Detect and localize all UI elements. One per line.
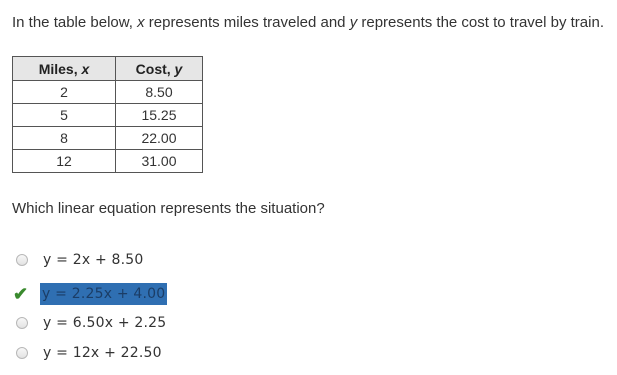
prompt-var-y: y	[349, 14, 358, 31]
miles-cell: 12	[13, 150, 116, 173]
prompt-text-1: In the table below,	[12, 14, 138, 31]
question-prompt	[12, 14, 604, 31]
prompt-var-x: x	[137, 14, 145, 31]
question-text: Which linear equation represents the situation?	[12, 200, 325, 217]
table-header-row	[13, 57, 203, 81]
radio-icon[interactable]	[16, 347, 28, 359]
table-row	[13, 81, 203, 104]
miles-cost-table	[12, 56, 203, 173]
header-cost: Cost, y	[116, 57, 203, 81]
choice-label: y = 2x + 8.50	[43, 252, 144, 268]
table-row	[13, 150, 203, 173]
answer-choice-a[interactable]	[12, 247, 145, 273]
table-row	[13, 127, 203, 150]
cost-cell: 8.50	[116, 81, 203, 104]
choice-label: y = 6.50x + 2.25	[43, 315, 167, 331]
prompt-text-2: represents miles traveled and	[144, 14, 350, 31]
header-miles: Miles, x	[13, 57, 116, 81]
cost-cell: 31.00	[116, 150, 203, 173]
check-icon: ✔	[13, 284, 29, 304]
radio-icon[interactable]	[16, 254, 28, 266]
radio-icon[interactable]	[16, 317, 28, 329]
table-row	[13, 104, 203, 127]
miles-cell: 2	[13, 81, 116, 104]
cost-cell: 15.25	[116, 104, 203, 127]
miles-cell: 5	[13, 104, 116, 127]
choice-label-selected: y = 2.25x + 4.00	[40, 283, 167, 305]
miles-cell: 8	[13, 127, 116, 150]
cost-cell: 22.00	[116, 127, 203, 150]
answer-choice-c[interactable]	[12, 310, 167, 336]
answer-choice-b[interactable]	[12, 281, 167, 307]
choice-label: y = 12x + 22.50	[43, 345, 162, 361]
answer-choice-d[interactable]	[12, 340, 163, 366]
prompt-text-3: represents the cost to travel by train.	[357, 14, 604, 31]
